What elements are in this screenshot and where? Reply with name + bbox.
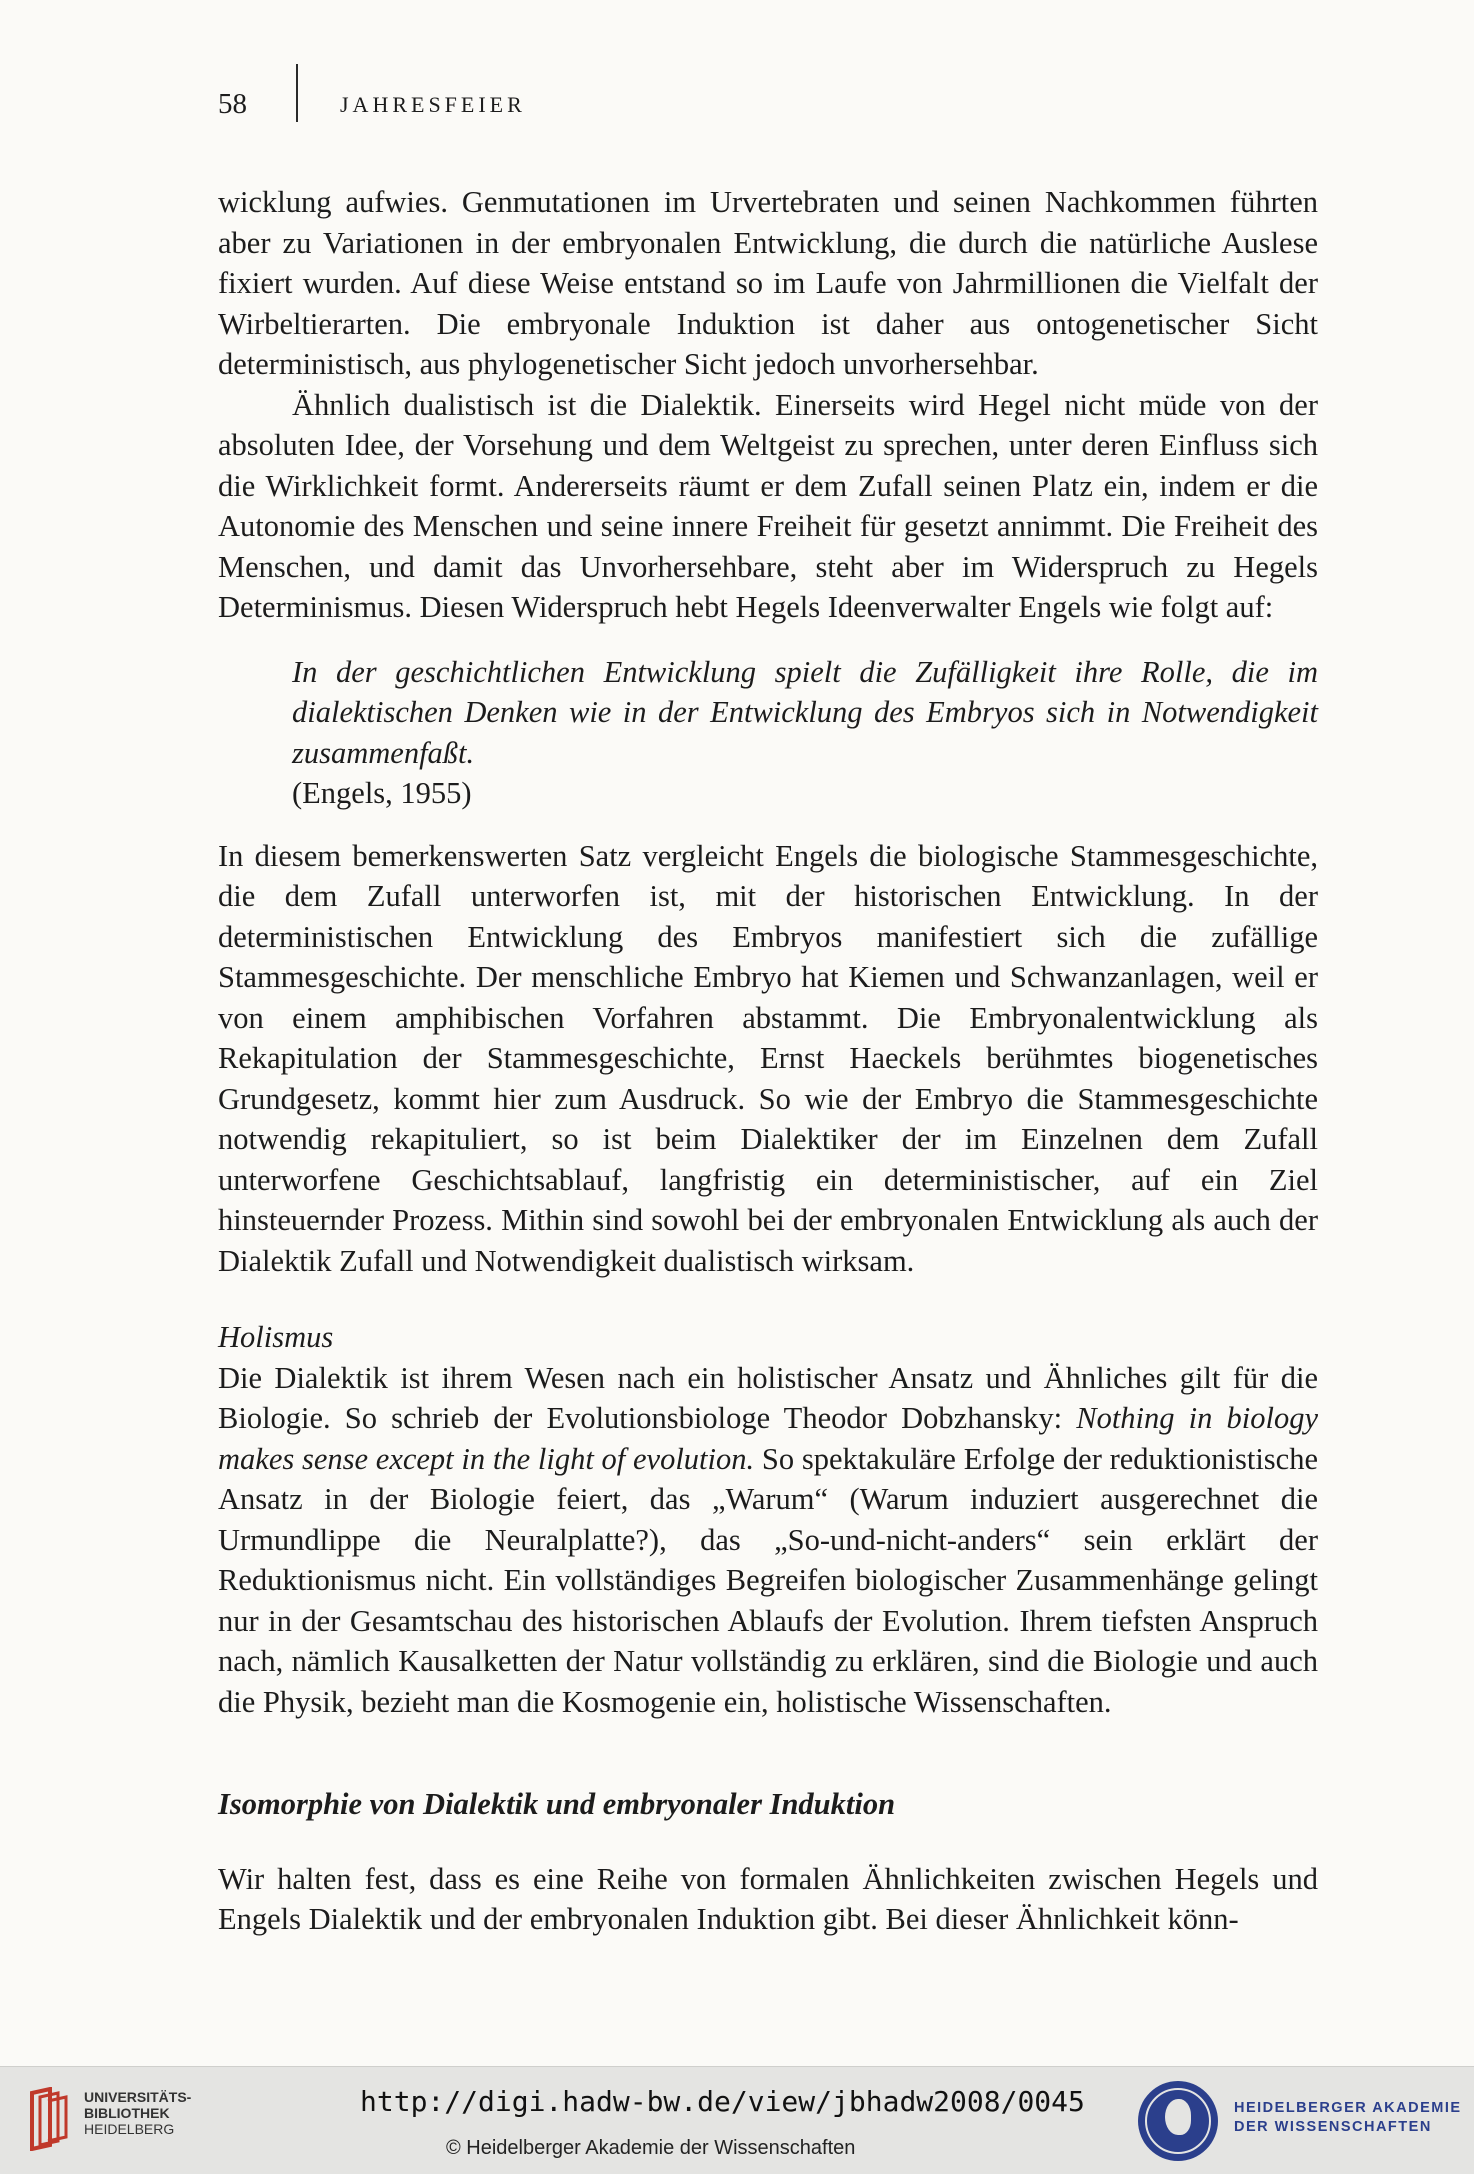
- header-divider: [296, 64, 298, 122]
- copyright-notice: © Heidelberger Akademie der Wissenschaften: [446, 2137, 856, 2159]
- paragraph: Wir halten fest, dass es eine Reihe von formalen Ähnlichkeiten zwischen Hegels und Engels Dialektik und der embryonalen Induktion gibt. Bei dieser Ähnlichkeit könn-: [218, 1861, 1318, 1936]
- paragraph-text: So spektakuläre Erfolge der reduktionistische Ansatz in der Biologie feiert, das „Warum“ (Warum induziert ausgerechnet die Urmundlippe die Neuralplatte?), das „So-und-nicht-anders“ sein erklärt der Reduktionismus nicht. Ein vollständiges Begreifen biologischer Zusammenhänge gelingt nur in der Gesamtschau des historischen Ablaufs der Evolution. Ihrem tiefsten Anspruch nach, nämlich Kausalketten der Natur vollständig zu erklären, sind die Biologie und auch die Physik, bezieht man die Kosmogenie ein, holistische Wissenschaften.: [218, 1441, 1318, 1719]
- academy-name: [1234, 2099, 1462, 2137]
- section-title: Holismus: [218, 1320, 334, 1354]
- dobzhansky-quote: Nothing in biology makes sense except in the light of evolution.: [218, 1401, 1319, 1476]
- body-text: [218, 182, 1318, 1940]
- paragraph: wicklung aufwies. Genmutationen im Urvertebraten und seinen Nachkommen führten aber zu Variationen in der embryonalen Entwicklung, die durch die natürliche Auslese fixiert wurden. Auf diese Weise entstand so im Laufe von Jahrmillionen die Vielfalt der Wirbeltierarten. Die embryonale Induktion ist daher aus ontogenetischer Sicht deterministisch, aus phylogenetischer Sicht jedoch unvorhersehbar.: [218, 185, 1318, 381]
- university-library-logo-icon: [26, 2087, 76, 2151]
- paragraph: [218, 1358, 1318, 1723]
- permalink-url[interactable]: http://digi.hadw-bw.de/view/jbhadw2008/0045: [360, 2085, 1085, 2118]
- academy-seal-icon: [1138, 2081, 1218, 2161]
- paragraph-text: Die Dialektik ist ihrem Wesen nach ein holistischer Ansatz und Ähnliches gilt für die Biologie. So schrieb der Evolutionsbiologe Theodor Dobzhansky:: [218, 1360, 1318, 1435]
- paragraph: Ähnlich dualistisch ist die Dialektik. Einerseits wird Hegel nicht müde von der absoluten Idee, der Vorsehung und dem Weltgeist zu sprechen, unter deren Einfluss sich die Wirklichkeit formt. Andererseits räumt er dem Zufall seinen Platz ein, indem er die Autonomie des Menschen und seine innere Freiheit für gesetzt annimmt. Die Freiheit des Menschen, und damit das Unvorhersehbare, steht aber im Widerspruch zu Hegels Determinismus. Diesen Widerspruch hebt Hegels Ideenverwalter Engels wie folgt auf:: [218, 387, 1318, 624]
- section-heading: Isomorphie von Dialektik und embryonaler Induktion: [218, 1787, 896, 1821]
- academy-line: HEIDELBERGER AKADEMIE: [1234, 2100, 1462, 2116]
- quote-text: In der geschichtlichen Entwicklung spielt die Zufälligkeit ihre Rolle, die im dialektischen Denken wie in der Entwicklung des Embryos sich in Notwendigkeit zusammenfaßt.: [292, 654, 1318, 770]
- paragraph: In diesem bemerkenswerten Satz vergleicht Engels die biologische Stammesgeschichte, die dem Zufall unterworfen ist, mit der historischen Entwicklung. In der deterministischen Entwicklung des Embryos manifestiert sich die zufällige Stammesgeschichte. Der menschliche Embryo hat Kiemen und Schwanzanlagen, weil er von einem amphibischen Vorfahren abstammt. Die Embryonalentwicklung als Rekapitulation der Stammesgeschichte, Ernst Haeckels berühmtes biogenetisches Grundgesetz, kommt hier zum Ausdruck. So wie der Embryo die Stammesgeschichte notwendig rekapituliert, so ist beim Dialektiker der im Einzelnen dem Zufall unterworfene Geschichtsablauf, langfristig ein deterministischer, auf ein Ziel hinsteuernder Prozess. Mithin sind sowohl bei der embryonalen Entwicklung als auch der Dialektik Zufall und Notwendigkeit dualistisch wirksam.: [218, 838, 1318, 1278]
- ub-line: HEIDELBERG: [84, 2121, 175, 2137]
- block-quote: [292, 652, 1318, 814]
- university-library-name: [84, 2089, 191, 2137]
- footer-bar: [0, 2066, 1474, 2174]
- page-number: 58: [218, 88, 247, 120]
- ub-line: UNIVERSITÄTS-: [84, 2089, 192, 2105]
- running-head: JAHRESFEIER: [340, 92, 526, 117]
- ub-line: BIBLIOTHEK: [84, 2105, 170, 2121]
- quote-citation: (Engels, 1955): [292, 776, 472, 810]
- academy-line: DER WISSENSCHAFTEN: [1234, 2119, 1432, 2135]
